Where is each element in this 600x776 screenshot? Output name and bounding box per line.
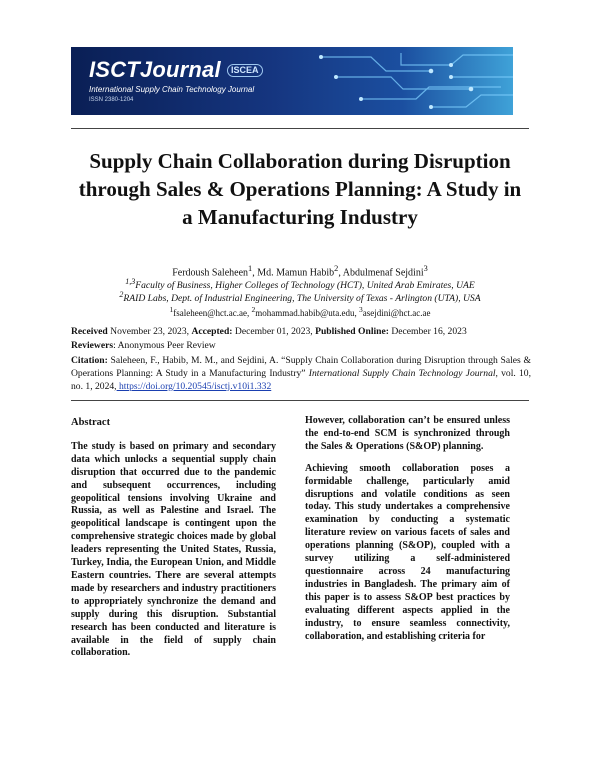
author-name: Ferdoush Saleheen xyxy=(172,267,249,279)
journal-banner xyxy=(71,47,513,115)
email-link[interactable]: asejdini@hct.ac.ae xyxy=(362,308,431,318)
iscea-badge: ISCEA xyxy=(227,64,263,77)
email-link[interactable]: fsaleheen@hct.ac.ae xyxy=(173,308,247,318)
reviewers-line: Reviewers: Anonymous Peer Review xyxy=(71,340,216,351)
email-link[interactable]: mohammad.habib@uta.edu xyxy=(255,308,355,318)
body-paragraph: Achieving smooth collaboration poses a formidable challenge, particularly amid disruptions and volatile conditions as seen today. This study undertakes a comprehensive examination by conducting a systematic literature review on various facets of sales and operations planning (S&OP), coupled with a survey utilizing a self-administered questionnaire across 24 manufacturing industries in Bangladesh. The primary aim of this paper is to assess S&OP best practices by evaluating different aspects applied in the industry, to ensure seamless connectivity, collaboration, and establishing criteria for xyxy=(305,462,510,642)
abstract-heading: Abstract xyxy=(71,417,111,428)
header-divider xyxy=(71,128,529,129)
section-divider xyxy=(71,400,529,401)
body-paragraph: However, collaboration can’t be ensured unless the end-to-end SCM is synchronized through the Sales & Operations (S&OP) planning. xyxy=(305,415,510,452)
abstract-text: The study is based on primary and secondary data which unlocks a sequential supply chain disruption that occurred due to the pandemic and subsequent occurrences, including geopolitical tensions involving Ukraine and Russia, as well as Palestine and Israel. The geopolitical landscape is contingent upon the comprehensive strategic choices made by global leaders representing the United States, Russia, Turkey, India, the European Union, and Middle Eastern countries. There are several attempts made by researchers and industry practitioners to appropriately synchronize the demand and supply during this disruption. Substantial research has been conducted and literature is available in the field of supply chain collaboration. xyxy=(71,440,276,659)
abstract-column xyxy=(71,415,276,660)
citation-block: Citation: Saleheen, F., Habib, M. M., and Sejdini, A. “Supply Chain Collaboration during Disruption through Sales & Operations Planning: A Study in a Manufacturing Industry” International Supply Chain Technology Journal, vol. 10, no. 1, 2024, https://doi.org/10.20545/isctj.v10i1.332 xyxy=(71,355,531,392)
paper-title: Supply Chain Collaboration during Disruption through Sales & Operations Planning: A Study in a Manufacturing Industry xyxy=(78,149,522,229)
right-column xyxy=(305,415,510,652)
journal-name: International Supply Chain Technology Journal xyxy=(308,368,496,379)
author-emails: $^1$fsaleheen@hct.ac.ae, $^2$mohammad.habib@uta.edu, $^3$asejdini@hct.ac.ae xyxy=(169,305,431,318)
publication-dates: Received November 23, 2023, Accepted: December 01, 2023, Published Online: December 16, 2023 xyxy=(71,326,467,337)
journal-logo-text: ISCTJournal xyxy=(89,57,221,82)
journal-full-name: International Supply Chain Technology Journal xyxy=(89,85,255,94)
author-line: Ferdoush Saleheen$^1$, Md. Mamun Habib$^2$, Abdulmenaf Sejdini$^3$ xyxy=(172,264,428,279)
journal-issn: ISSN 2380-1204 xyxy=(89,97,134,103)
affiliation-line: $^2$RAID Labs, Dept. of Industrial Engineering, The University of Texas - Arlington (UTA), USA xyxy=(119,290,481,305)
affiliation-line: $^{1,3}$Faculty of Business, Higher Colleges of Technology (HCT), United Arab Emirates, UAE xyxy=(125,277,475,292)
doi-link[interactable]: https://doi.org/10.20545/isctj.v10i1.332 xyxy=(116,381,272,392)
author-name: Md. Mamun Habib xyxy=(257,267,335,279)
author-name: Abdulmenaf Sejdini xyxy=(342,267,424,279)
